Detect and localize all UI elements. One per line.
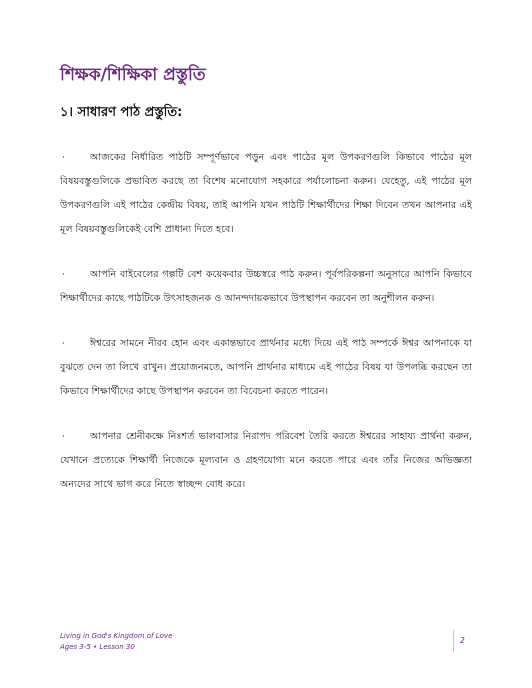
bullet-dot: · (62, 339, 65, 349)
bullet-list (60, 146, 472, 518)
bullet-text: আপনি বাইবেলের গল্পটি বেশ কয়েকবার উচ্চস্বরে পাঠ করুন। পূর্বপরিকল্পনা অনুসারে আপনি কিভাবে শিক্ষার্থীদের কাছে পাঠটিকে উৎসাহজনক ও আনন্দদায়কভাবে উপস্থাপন করবেন তা অনুশীলন করুন। (60, 269, 472, 304)
list-item (60, 332, 472, 404)
footer-lesson-meta: Ages 3-5 • Lesson 30 (60, 643, 135, 651)
list-item (60, 146, 472, 242)
bullet-dot: · (62, 270, 65, 280)
list-item (60, 263, 472, 311)
footer-book-title: Living in God's Kingdom of Love (60, 632, 173, 640)
page-number: 2 (460, 636, 465, 645)
bullet-text: আপনার শ্রেনীকক্ষে নিঃশর্ত ভালবাসার নিরাপদ পরিবেশ তৈরি করতে ঈশ্বরের সাহায্য প্রার্থনা করুন, যেখানে প্রত্যেকে শিক্ষার্থী নিজেকে মূল্যবান ও গ্রহণযোগ্য মনে করতে পারে এবং তাঁর নিজের অভিজ্ঞতা অন্যদের সাথে ভাগ করে নিতে স্বাচ্ছন্দ বোধ করে। (60, 431, 472, 490)
page-title: শিক্ষক/শিক্ষিকা প্রস্তুতি (60, 65, 206, 85)
section-heading: ১। সাধারণ পাঠ প্রস্তুতি: (60, 105, 183, 120)
bullet-text: আজকের নির্ধারিত পাঠটি সম্পূর্ণভাবে পড়ুন এবং পাঠের মূল উপকরণগুলি কিভাবে পাঠের মূল বিষয়বস্তুগুলিকে প্রভাবিত করছে তা বিশেষ মনোযোগ সহকারে পর্যালোচনা করুন। যেহেতু, এই পাঠের মূল উপকরণগুলি এই পাঠের কেন্দ্রীয় বিষয়, তাই আপনি যখন পাঠটি শিক্ষার্থীদের শিক্ষা দিবেন তখন আপনার এই মূল বিষয়বস্তুগুলিকেই বেশি প্রাধান্য দিতে হবে। (60, 152, 472, 235)
bullet-dot: · (62, 153, 65, 163)
bullet-dot: · (62, 432, 65, 442)
list-item (60, 425, 472, 497)
bullet-text: ঈশ্বরের সামনে নীরব হোন এবং একান্তভাবে প্রার্থনার মধ্যে দিয়ে এই পাঠ সম্পর্কে ঈশ্বর আপনাকে যা বুঝতে দেন তা লিখে রাখুন। প্রয়োজনমতে, আপনি প্রার্থনার মাধ্যমে এই পাঠের বিষয় যা উপলব্ধি করছেন তা কিভাবে শিক্ষার্থীদের কাছে উপস্থাপন করবেন তা বিবেচনা করতে পারেন। (60, 338, 472, 397)
footer-divider (453, 630, 454, 652)
